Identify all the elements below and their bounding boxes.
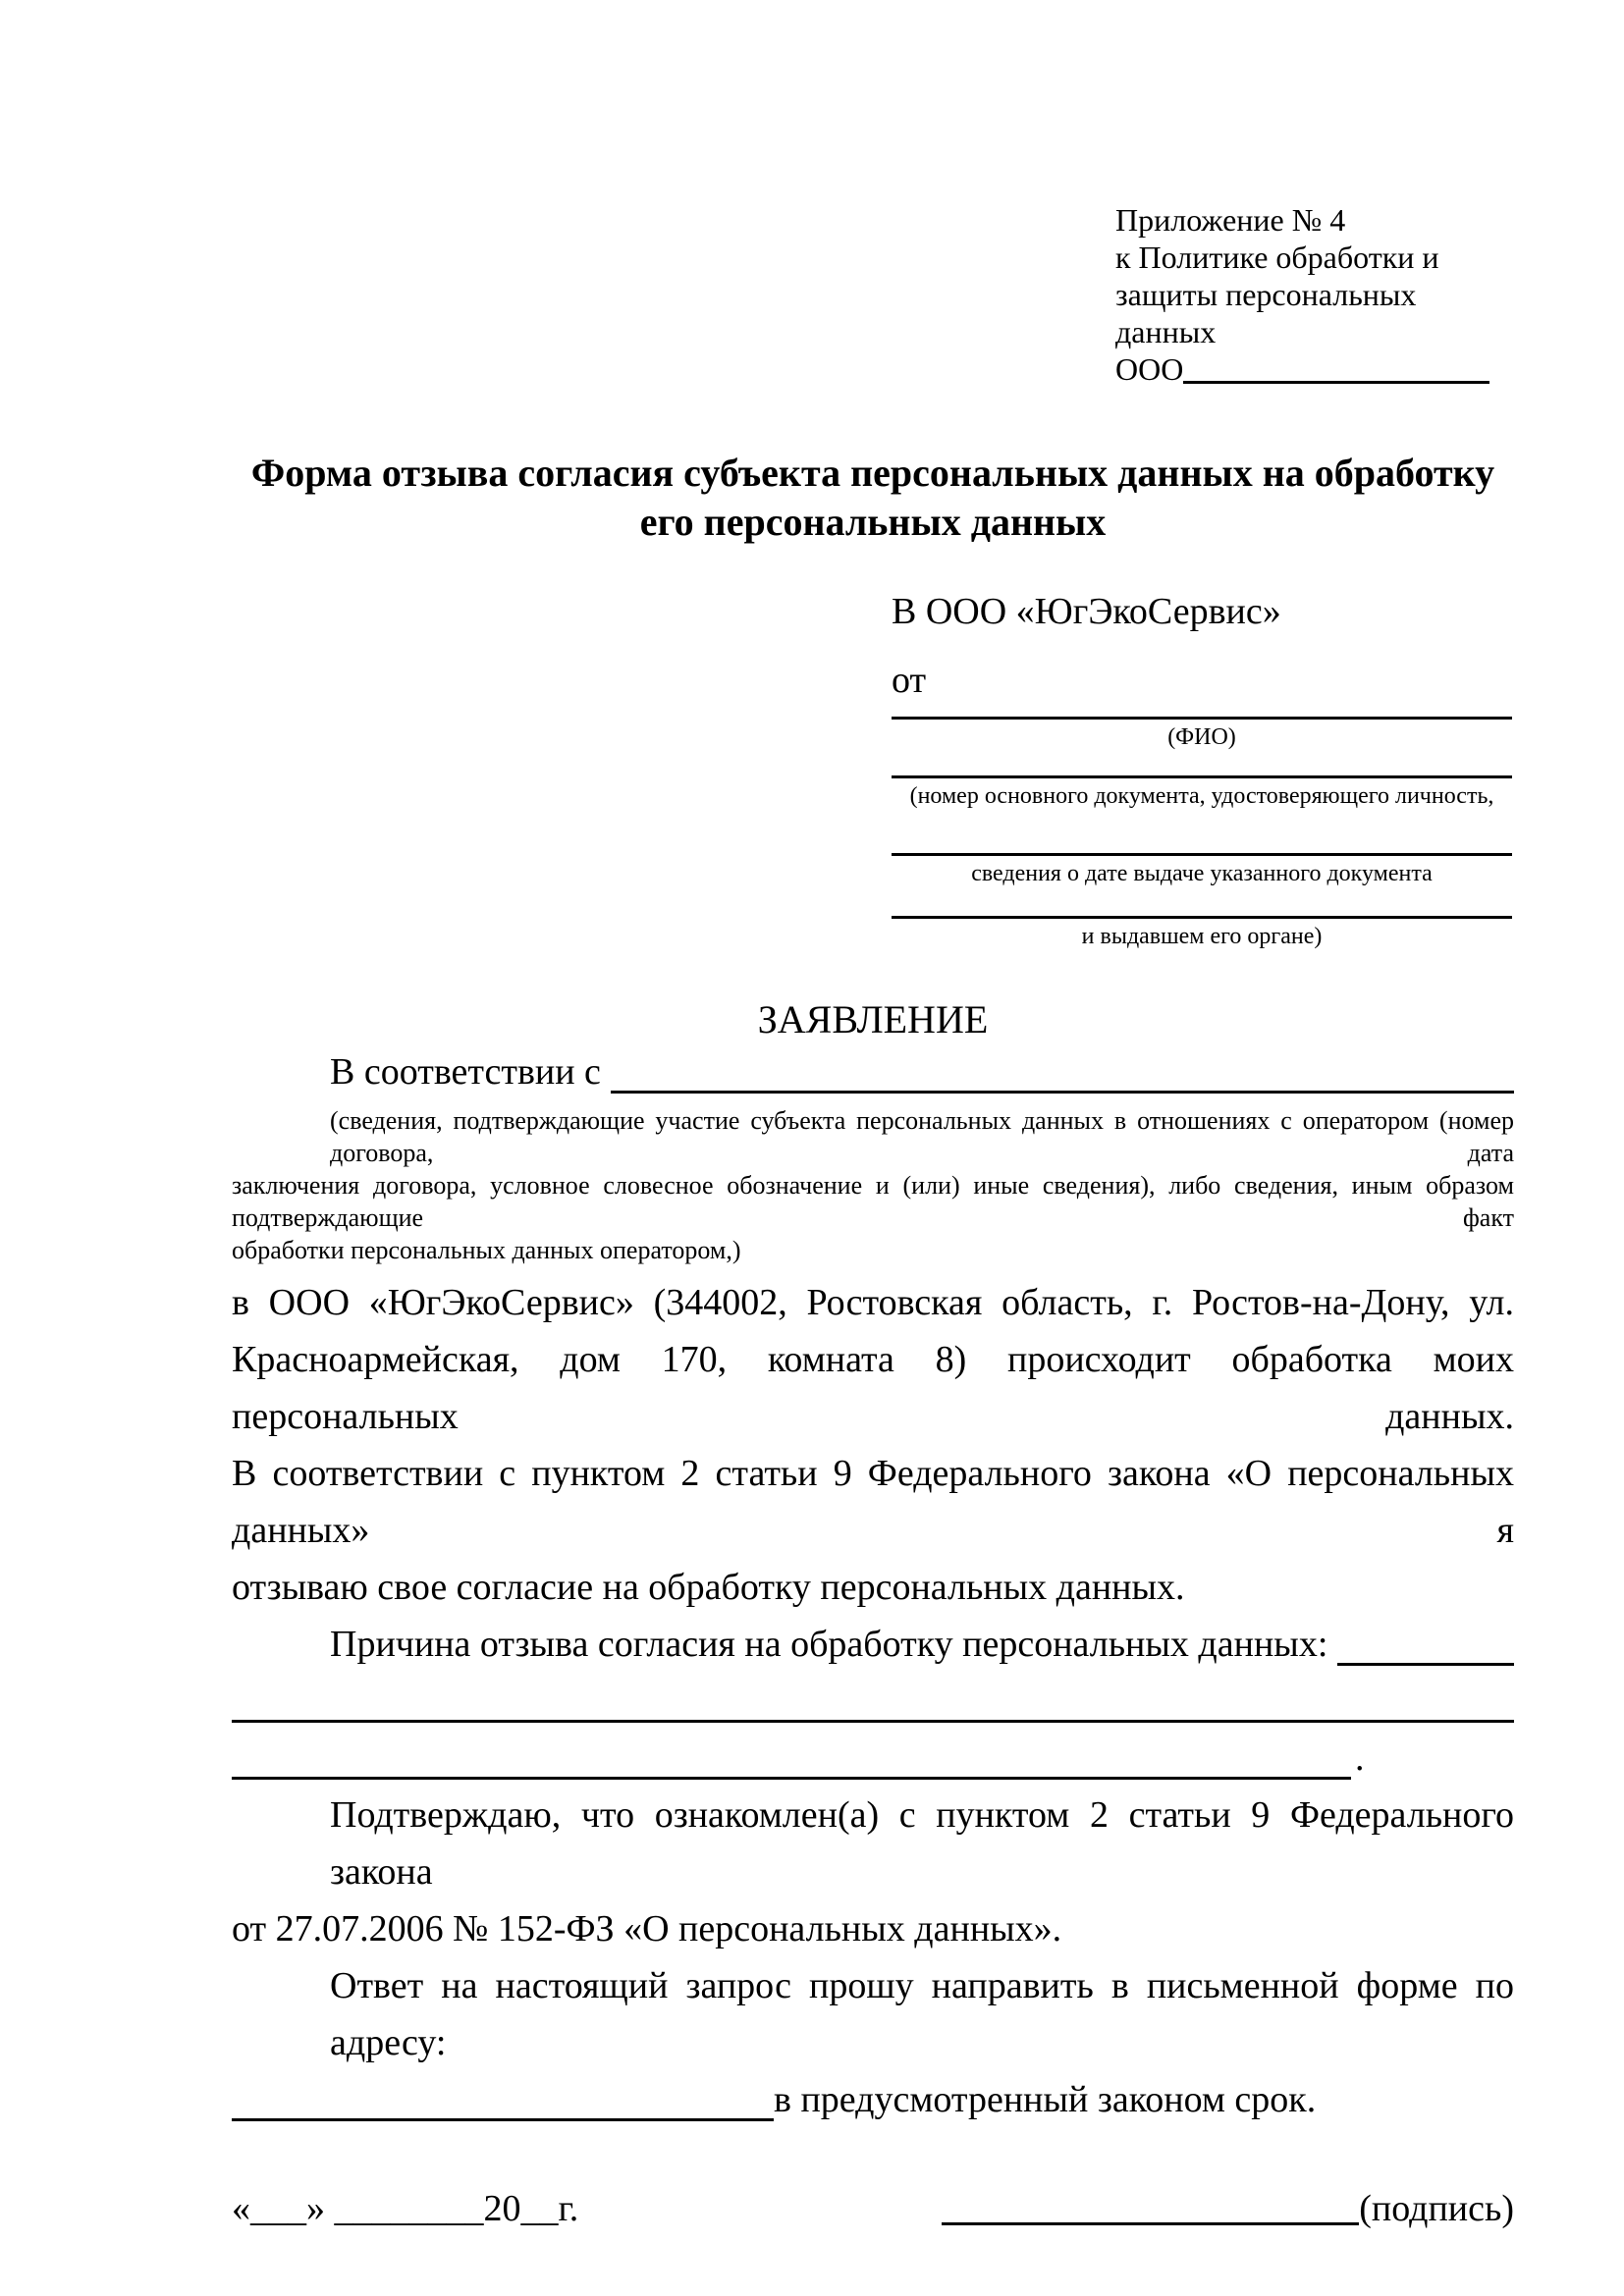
reason-label: Причина отзыва согласия на обработку персональных данных: bbox=[330, 1624, 1328, 1665]
signature-blank-line bbox=[942, 2222, 1359, 2225]
appendix-note-line: защиты персональных данных bbox=[1115, 277, 1417, 349]
signature-caption: (подпись) bbox=[1359, 2188, 1514, 2229]
reply-line: Ответ на настоящий запрос прошу направить в письменной форме по адресу: bbox=[330, 1965, 1514, 2063]
intro-blank-line bbox=[611, 1091, 1514, 1094]
reply-address-row bbox=[232, 2071, 1514, 2128]
issue-date-blank-line bbox=[892, 852, 1512, 856]
footer-row bbox=[232, 2185, 1514, 2232]
statement-heading: ЗАЯВЛЕНИЕ bbox=[757, 997, 989, 1041]
paragraph-line: В соответствии с пунктом 2 статьи 9 Федерального закона «О персональных данных» я bbox=[232, 1453, 1514, 1551]
reason-line bbox=[232, 1616, 1514, 1673]
issuing-authority-blank-line bbox=[892, 915, 1512, 919]
reason-blank-row-full bbox=[232, 1673, 1514, 1730]
appendix-note-line: Приложение № 4 bbox=[1115, 202, 1346, 238]
appendix-ooo-line bbox=[1115, 350, 1514, 388]
issue-date-caption: сведения о дате выдаче указанного документа bbox=[971, 861, 1433, 886]
reply-paragraph bbox=[232, 1957, 1514, 2128]
footnote-line: (сведения, подтверждающие участие субъекта персональных данных в отношениях с оператором (номер договора, дата bbox=[330, 1106, 1514, 1167]
reply-line-tail: в предусмотренный законом срок. bbox=[774, 2079, 1317, 2120]
reason-blank-line-3 bbox=[232, 1777, 1351, 1780]
confirmation-paragraph bbox=[232, 1787, 1514, 1957]
intro-label: В соответствии с bbox=[330, 1051, 601, 1093]
from-label: от bbox=[892, 660, 927, 701]
paragraph-line: отзываю свое согласие на обработку персональных данных. bbox=[232, 1567, 1185, 1608]
intro-line bbox=[232, 1043, 1514, 1100]
footnote-paragraph bbox=[232, 1104, 1514, 1266]
issuing-authority-caption: и выдавшем его органе) bbox=[1081, 924, 1323, 949]
footnote-line: заключения договора, условное словесное обозначение и (или) иные сведения), либо сведения, иным образом подтверждающие факт bbox=[232, 1171, 1514, 1232]
fio-blank-line bbox=[892, 716, 1512, 720]
confirmation-line: Подтверждаю, что ознакомлен(а) с пунктом 2 статьи 9 Федерального закона bbox=[330, 1794, 1514, 1893]
document-title: Форма отзыва согласия субъекта персональных данных на обработку его персональных данных bbox=[250, 451, 1495, 544]
reason-blank-line-1 bbox=[1337, 1663, 1514, 1666]
appendix-note-line: к Политике обработки и bbox=[1115, 240, 1439, 275]
fio-caption: (ФИО) bbox=[1167, 724, 1236, 750]
paragraph-line: Красноармейская, дом 170, комната 8) происходит обработка моих персональных данных. bbox=[232, 1339, 1514, 1437]
reason-blank-line-2 bbox=[232, 1720, 1514, 1723]
main-paragraph bbox=[232, 1274, 1514, 1616]
reply-address-blank-line bbox=[232, 2118, 774, 2121]
ooo-label: ООО bbox=[1115, 351, 1184, 387]
paragraph-line: в ООО «ЮгЭкоСервис» (344002, Ростовская область, г. Ростов-на-Дону, ул. bbox=[232, 1282, 1514, 1323]
confirmation-line: от 27.07.2006 № 152-ФЗ «О персональных данных». bbox=[232, 1908, 1062, 1949]
appendix-note bbox=[1115, 201, 1514, 388]
ooo-blank-line bbox=[1183, 381, 1489, 384]
signature-group bbox=[942, 2185, 1514, 2232]
date-placeholder: «___» ________20__г. bbox=[232, 2188, 579, 2229]
addressee-block bbox=[892, 588, 1512, 951]
footnote-line: обработки персональных данных оператором,) bbox=[232, 1236, 741, 1264]
document-number-blank-line bbox=[892, 774, 1512, 778]
document-number-caption: (номер основного документа, удостоверяющего личность, bbox=[909, 783, 1494, 809]
reason-end-punctuation: . bbox=[1355, 1737, 1365, 1779]
addressee-organization: В ООО «ЮгЭкоСервис» bbox=[892, 591, 1281, 632]
reason-blank-row-end bbox=[232, 1730, 1514, 1787]
